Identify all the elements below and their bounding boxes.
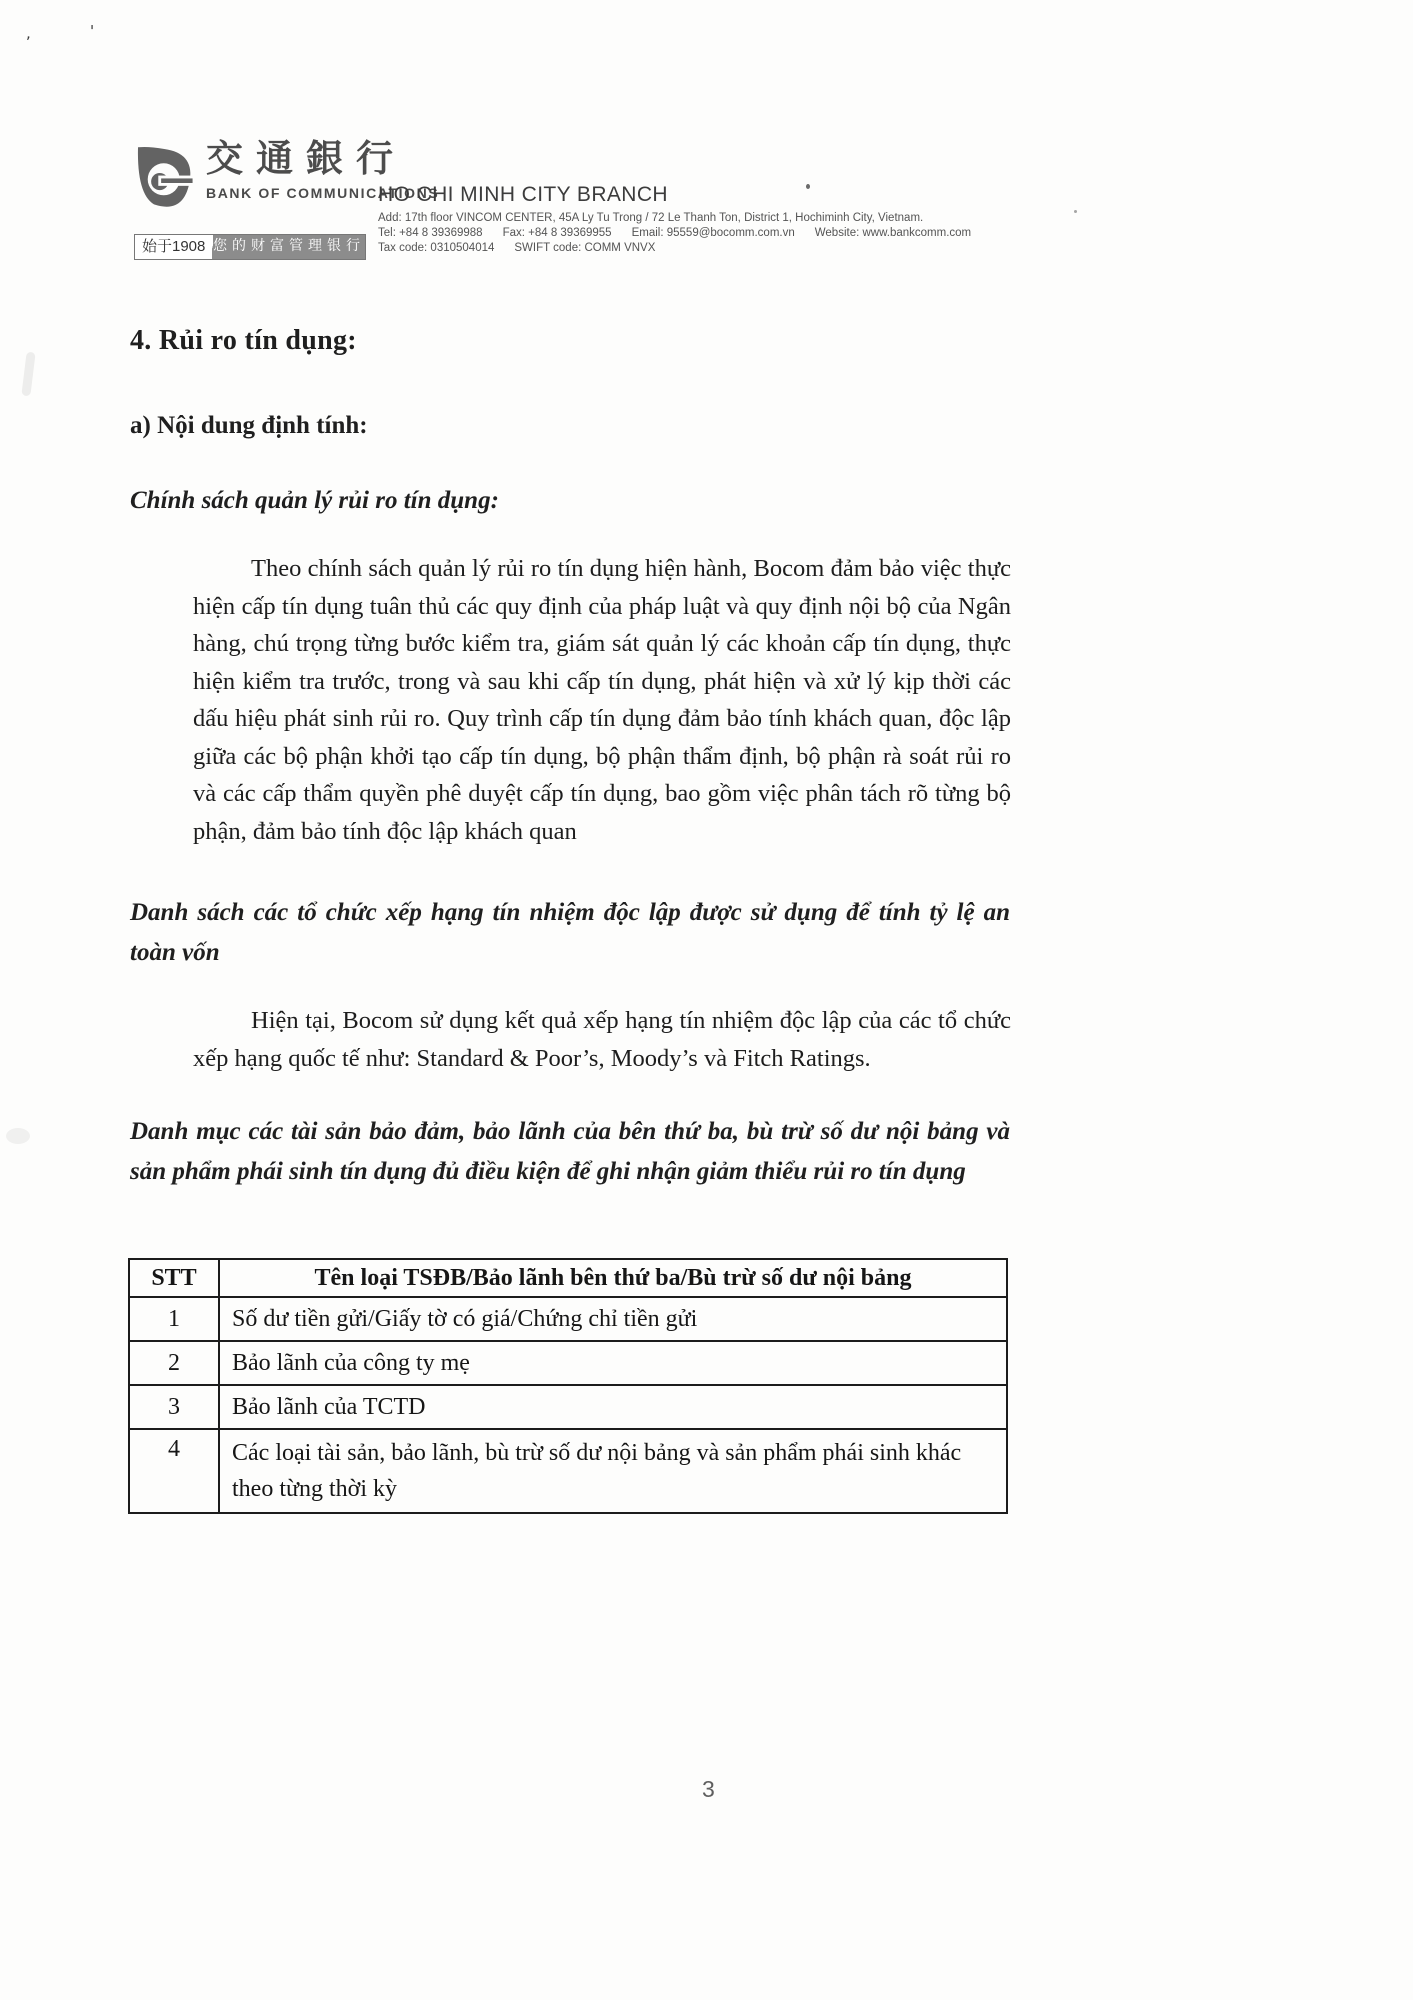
row-name: Bảo lãnh của TCTD bbox=[219, 1385, 1007, 1429]
since-1908-badge: 始于1908 bbox=[135, 235, 212, 259]
bank-chinese-name: 交通銀行 bbox=[206, 139, 406, 180]
branch-contact-line bbox=[378, 226, 991, 241]
section-title: 4. Rủi ro tín dụng: bbox=[130, 325, 357, 356]
rating-paragraph: Hiện tại, Bocom sử dụng kết quả xếp hạng tín nhiệm độc lập của các tổ chức xếp hạng quốc tế như: Standard & Poor’s, Moody’s và Fitch Ratings. bbox=[193, 1007, 1011, 1072]
branch-tel: Tel: +84 8 39369988 bbox=[378, 227, 483, 239]
branch-swift-code: SWIFT code: COMM VNVX bbox=[514, 242, 656, 254]
branch-address: Add: 17th floor VINCOM CENTER, 45A Ly Tu Trong / 72 Le Thanh Ton, District 1, Hochiminh City, Vietnam. bbox=[378, 212, 924, 224]
row-stt: 4 bbox=[129, 1429, 219, 1513]
subsection-title: a) Nội dung định tính: bbox=[130, 412, 368, 439]
stray-mark: , bbox=[26, 24, 31, 42]
branch-tax-code: Tax code: 0310504014 bbox=[378, 242, 495, 254]
collateral-heading: Danh mục các tài sản bảo đảm, bảo lãnh của bên thứ ba, bù trừ số dư nội bảng và sản phẩm phái sinh tín dụng đủ điều kiện để ghi nhận giảm thiểu rủi ro tín dụng bbox=[130, 1118, 1010, 1185]
scan-artifact bbox=[6, 1128, 30, 1144]
bank-slogan-banner bbox=[134, 234, 366, 260]
policy-heading: Chính sách quản lý rủi ro tín dụng: bbox=[130, 487, 499, 514]
bank-logo-icon bbox=[130, 138, 194, 221]
rating-heading: Danh sách các tổ chức xếp hạng tín nhiệm độc lập được sử dụng để tính tỷ lệ an toàn vốn bbox=[130, 899, 1010, 966]
table-header-name: Tên loại TSĐB/Bảo lãnh bên thứ ba/Bù trừ số dư nội bảng bbox=[219, 1259, 1007, 1297]
table-row bbox=[129, 1297, 1007, 1341]
table-header-stt: STT bbox=[129, 1259, 219, 1297]
row-stt: 2 bbox=[129, 1341, 219, 1385]
stray-mark: ' bbox=[90, 22, 95, 40]
branch-email: Email: 95559@bocomm.com.vn bbox=[631, 227, 795, 239]
row-name: Số dư tiền gửi/Giấy tờ có giá/Chứng chỉ tiền gửi bbox=[219, 1297, 1007, 1341]
branch-name: HO CHI MINH CITY BRANCH bbox=[378, 183, 668, 206]
branch-contact-block bbox=[378, 183, 991, 256]
bank-english-name: BANK OF COMMUNICATIONS bbox=[206, 185, 440, 201]
table-header-row bbox=[129, 1259, 1007, 1297]
scan-artifact bbox=[21, 352, 35, 397]
branch-website: Website: www.bankcomm.com bbox=[814, 227, 972, 239]
branch-codes-line bbox=[378, 241, 991, 256]
collateral-table bbox=[128, 1258, 1008, 1514]
row-name: Các loại tài sản, bảo lãnh, bù trừ số dư nội bảng và sản phẩm phái sinh khác theo từng thời kỳ bbox=[219, 1429, 1007, 1513]
policy-paragraph: Theo chính sách quản lý rủi ro tín dụng hiện hành, Bocom đảm bảo việc thực hiện cấp tín dụng tuân thủ các quy định của pháp luật và quy định nội bộ của Ngân hàng, chú trọng từng bước kiểm tra, giám sát quản lý các khoản cấp tín dụng, thực hiện kiểm tra trước, trong và sau khi cấp tín dụng, phát hiện và xử lý kịp thời các dấu hiệu phát sinh rủi ro. Quy trình cấp tín dụng đảm bảo tính khách quan, độc lập giữa các bộ phận khởi tạo cấp tín dụng, bộ phận thẩm định, bộ phận rà soát rủi ro và các cấp thẩm quyền phê duyệt cấp tín dụng, bao gồm việc phân tách rõ từng bộ phận, đảm bảo tính độc lập khách quan bbox=[193, 555, 1011, 845]
row-name: Bảo lãnh của công ty mẹ bbox=[219, 1341, 1007, 1385]
table-row bbox=[129, 1385, 1007, 1429]
table-row bbox=[129, 1429, 1007, 1513]
page-number: 3 bbox=[702, 1776, 715, 1802]
row-stt: 3 bbox=[129, 1385, 219, 1429]
bank-tagline: 您的财富管理银行 bbox=[213, 235, 365, 259]
row-stt: 1 bbox=[129, 1297, 219, 1341]
branch-fax: Fax: +84 8 39369955 bbox=[502, 227, 612, 239]
table-row bbox=[129, 1341, 1007, 1385]
scan-artifact bbox=[1074, 210, 1077, 213]
